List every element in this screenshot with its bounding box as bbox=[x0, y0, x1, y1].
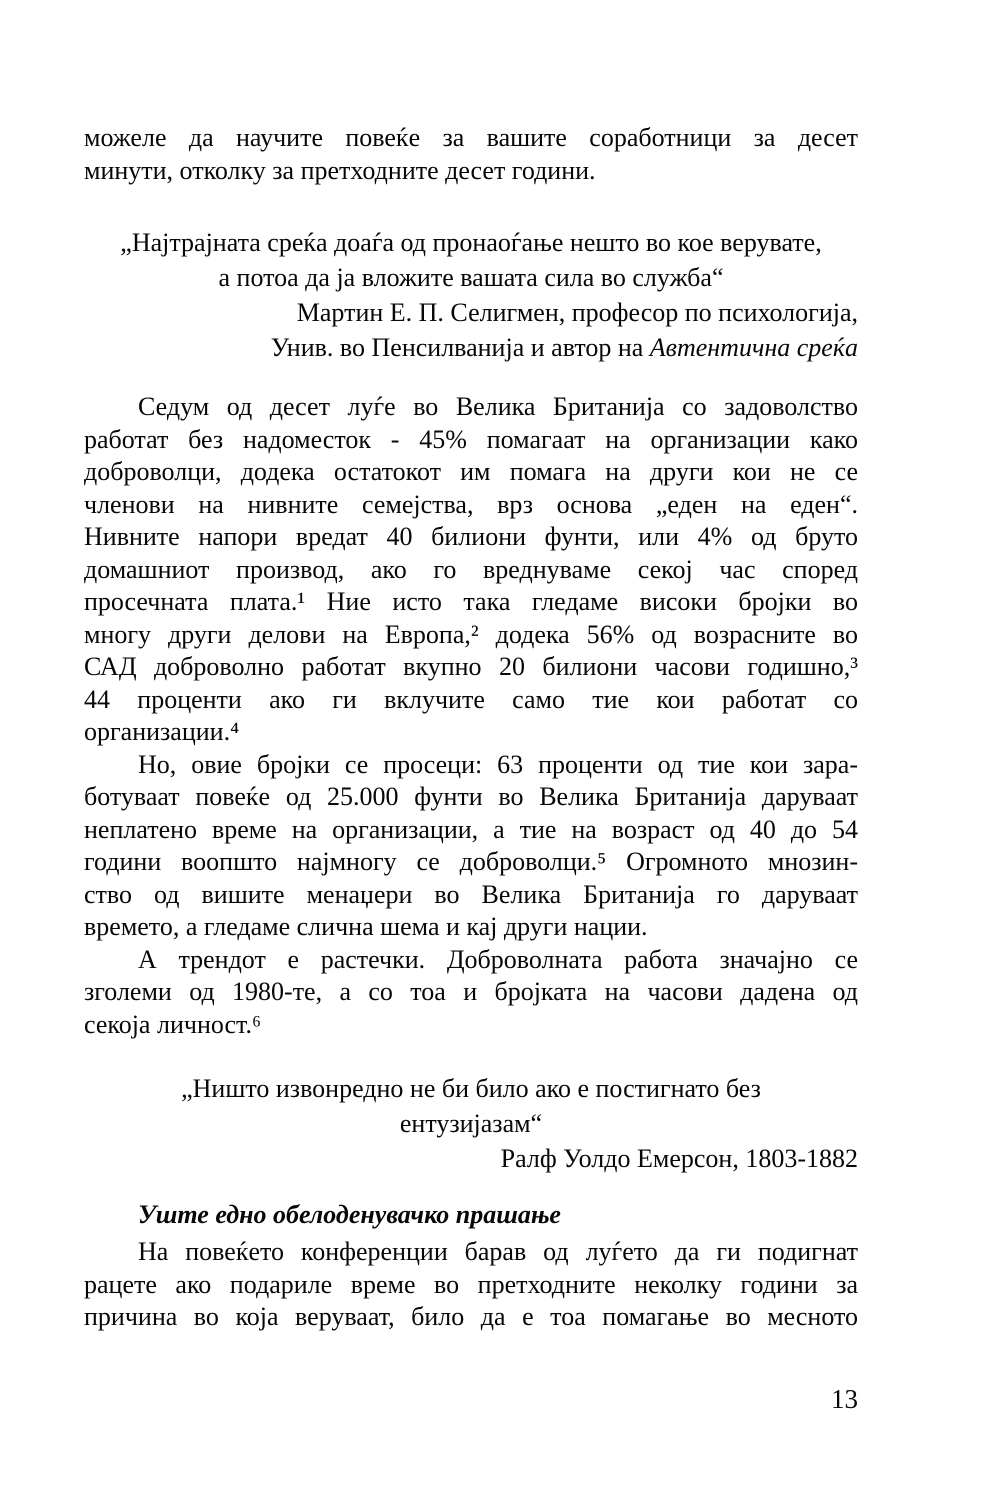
section-heading: Уште едно обелоденувачко прашање bbox=[138, 1200, 561, 1229]
text-line: 44 проценти ако ги вклучите само тие кои работат со bbox=[84, 684, 858, 714]
paragraph-volunteering-stats bbox=[84, 391, 858, 749]
text-line: минути, отколку за претходните десет години. bbox=[84, 155, 596, 185]
text-line: доброволци, додека остатокот им помага на други кои не се bbox=[84, 457, 858, 486]
text-line: просечната плата.¹ Ние исто така гледаме високи бројки во bbox=[84, 587, 858, 616]
quote-line: ентузијазам“ bbox=[399, 1109, 543, 1138]
paragraph-conferences bbox=[84, 1236, 858, 1334]
text-line: неплатено време на организации, а тие на возраст од 40 до 54 bbox=[84, 814, 858, 844]
quote-line: „Ништо извонредно не би било ако е постигнато без bbox=[181, 1074, 761, 1103]
quote-block-seligman bbox=[84, 225, 858, 365]
text-line: А трендот е растечки. Доброволната работа значајно се bbox=[138, 944, 858, 974]
text-line: причина во која веруваат, било да е тоа помагање во месното bbox=[84, 1302, 858, 1331]
text-line: На повеќето конференции барав од луѓето да ги подигнат bbox=[138, 1237, 858, 1266]
quote-line: „Најтрајната среќа доаѓа од пронаоѓање нешто во кое верувате, bbox=[120, 228, 822, 257]
text-line: рацете ако подариле време во претходните неколку години за bbox=[84, 1269, 858, 1299]
text-line: времето, а гледаме слична шема и кај други нации. bbox=[84, 912, 648, 941]
book-title-italic: Автентична среќа bbox=[649, 333, 858, 362]
quote-attribution bbox=[84, 330, 858, 365]
quote-line: а потоа да ја вложите вашата сила во служба“ bbox=[218, 263, 724, 292]
text-line: години воопшто најмногу се доброволци.⁵ Огромното мнозин- bbox=[84, 847, 858, 876]
text-line: ботуваат повеќе од 25.000 фунти во Велика Британија даруваат bbox=[84, 782, 858, 811]
paragraph-intro bbox=[84, 122, 858, 187]
text-line: Но, овие бројки се просеци: 63 проценти од тие кои зара- bbox=[138, 749, 858, 779]
text-line: членови на нивните семејства, врз основа „еден на еден“. bbox=[84, 489, 858, 519]
text-line: Седум од десет луѓе во Велика Британија со задоволство bbox=[138, 392, 858, 421]
text-line: секоја личност.⁶ bbox=[84, 1009, 262, 1039]
text-line: зголеми од 1980-те, а со тоа и бројката на часови дадена од bbox=[84, 977, 858, 1006]
attribution-text: Унив. во Пенсилванија и автор на bbox=[270, 333, 650, 362]
quote-attribution: Мартин Е. П. Селигмен, професор по психологија, bbox=[296, 298, 858, 327]
paragraph-averages bbox=[84, 749, 858, 944]
text-line: можеле да научите повеќе за вашите соработници за десет bbox=[84, 123, 858, 152]
text-line: организации.⁴ bbox=[84, 717, 240, 746]
text-line: многу други делови на Европа,² додека 56% од возрасните во bbox=[84, 619, 858, 649]
text-line: домашниот производ, ако го вреднуваме секој час според bbox=[84, 554, 858, 584]
text-column bbox=[84, 122, 858, 1334]
quote-block-emerson bbox=[84, 1071, 858, 1176]
page-number: 13 bbox=[831, 1384, 858, 1414]
text-line: работат без надоместок - 45% помагаат на организации како bbox=[84, 424, 858, 454]
text-line: САД доброволно работат вкупно 20 билиони часови годишно,³ bbox=[84, 652, 858, 681]
text-line: Нивните напори вредат 40 билиони фунти, или 4% од бруто bbox=[84, 522, 858, 551]
paragraph-trend bbox=[84, 944, 858, 1042]
quote-attribution: Ралф Уолдо Емерсон, 1803-1882 bbox=[500, 1144, 858, 1173]
text-line: ство од вишите менаџери во Велика Британија го даруваат bbox=[84, 879, 858, 909]
